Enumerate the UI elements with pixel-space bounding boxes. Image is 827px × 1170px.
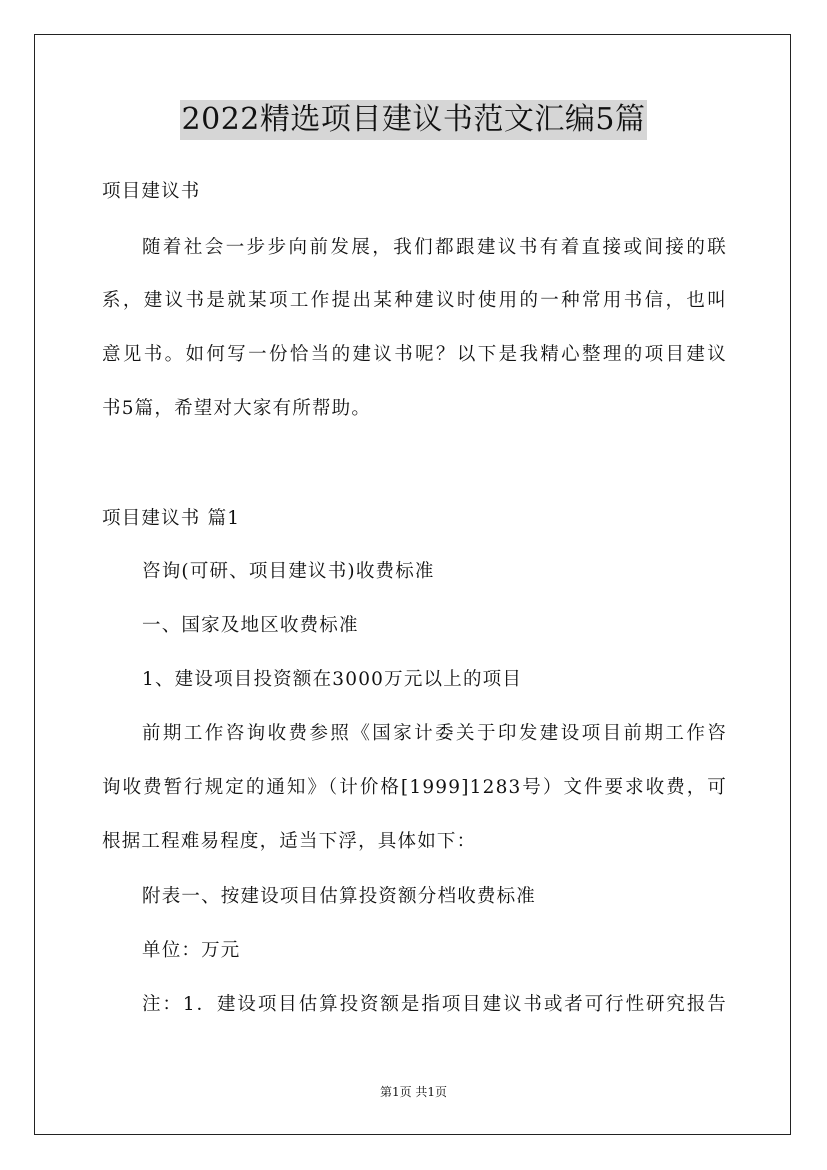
- intro-line-3: 意见书。如何写一份恰当的建议书呢？以下是我精心整理的项目建议: [102, 344, 727, 365]
- section-heading: 项目建议书: [102, 181, 201, 202]
- intro-line-1: 随着社会一步步向前发展，我们都跟建议书有着直接或间接的联: [142, 237, 727, 258]
- paragraph-section-one: 一、国家及地区收费标准: [142, 615, 359, 636]
- article-heading: 项目建议书 篇1: [102, 508, 241, 529]
- paragraph-reference-line-1: 前期工作咨询收费参照《国家计委关于印发建设项目前期工作咨: [142, 723, 727, 744]
- intro-line-2: 系，建议书是就某项工作提出某种建议时使用的一种常用书信，也叫: [102, 290, 727, 311]
- paragraph-appendix: 附表一、按建设项目估算投资额分档收费标准: [142, 886, 537, 907]
- document-title: 2022精选项目建议书范文汇编5篇: [180, 100, 648, 140]
- paragraph-unit: 单位：万元: [142, 940, 241, 961]
- intro-line-4: 书5篇，希望对大家有所帮助。: [102, 398, 372, 419]
- paragraph-note: 注：1．建设项目估算投资额是指项目建议书或者可行性研究报告: [142, 994, 727, 1015]
- paragraph-item-one: 1、建设项目投资额在3000万元以上的项目: [142, 669, 523, 690]
- paragraph-reference-line-3: 根据工程难易程度，适当下浮，具体如下：: [102, 831, 477, 852]
- page-footer: 第1页 共1页: [379, 1085, 448, 1099]
- document-title-wrap: [0, 100, 827, 140]
- paragraph-fee-title: 咨询(可研、项目建议书)收费标准: [142, 561, 435, 582]
- paragraph-reference-line-2: 询收费暂行规定的通知》（计价格[1999]1283号）文件要求收费，可: [102, 777, 727, 798]
